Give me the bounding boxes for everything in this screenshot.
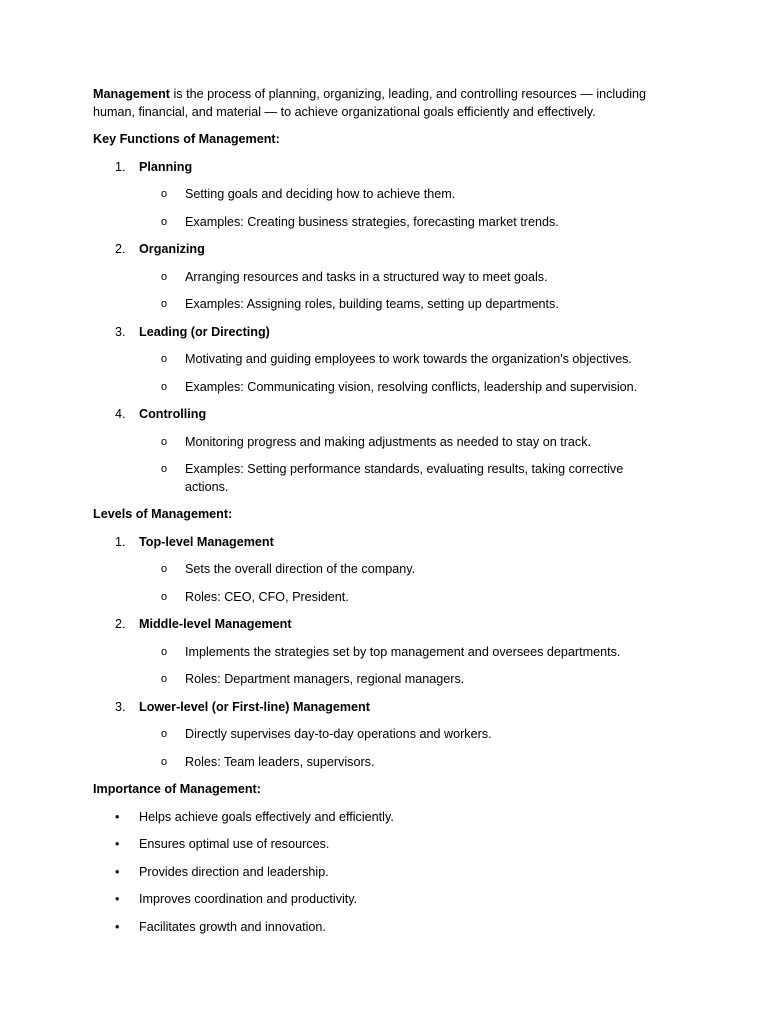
list-item: [93, 406, 673, 496]
sub-list-item: [93, 461, 673, 496]
bullet-marker: •: [115, 837, 120, 851]
sub-list-item: [93, 726, 673, 744]
sub-bullet-marker: o: [161, 563, 168, 575]
bullet-item: [93, 891, 673, 909]
list-item: [93, 241, 673, 314]
sub-list-text: Examples: Setting performance standards, evaluating results, taking corrective actions.: [185, 462, 624, 494]
bullet-marker: •: [115, 864, 120, 879]
list-item-title: Planning: [139, 159, 193, 174]
sub-list: [93, 186, 673, 231]
sub-list-item: [93, 379, 673, 397]
sub-list-item: [93, 561, 673, 579]
sub-bullet-marker: o: [161, 755, 168, 768]
bullet-text: Improves coordination and productivity.: [139, 892, 358, 906]
sub-list-text: Roles: CEO, CFO, President.: [185, 589, 349, 604]
list-number: 1.: [115, 534, 126, 549]
sub-list-text: Examples: Creating business strategies, forecasting market trends.: [185, 214, 559, 229]
bullet-item: [93, 809, 673, 827]
list-item-title: Lower-level (or First-line) Management: [139, 699, 370, 714]
bullet-text: Ensures optimal use of resources.: [139, 837, 330, 851]
sub-bullet-marker: o: [161, 673, 168, 685]
list-item-title: Organizing: [139, 242, 205, 256]
sub-bullet-marker: o: [161, 215, 168, 228]
sub-bullet-marker: o: [161, 435, 168, 448]
sub-list-item: [93, 434, 673, 452]
sub-list-item: [93, 754, 673, 772]
list-number: 4.: [115, 407, 126, 421]
list-item-title: Leading (or Directing): [139, 324, 270, 339]
bullet-marker: •: [115, 919, 120, 934]
bullet-item: [93, 919, 673, 937]
intro-text: is the process of planning, organizing, leading, and controlling resources — including human, financial, and material — to achieve organizational goals efficiently and effectively.: [93, 87, 647, 119]
importance-heading: Importance of Management:: [93, 782, 261, 796]
sub-list: [93, 726, 673, 771]
sub-bullet-marker: o: [161, 380, 168, 393]
sub-list-item: [93, 671, 673, 689]
list-number: 2.: [115, 242, 126, 256]
sub-list-text: Roles: Department managers, regional managers.: [185, 672, 465, 686]
bullet-marker: •: [115, 892, 120, 906]
bullet-text: Provides direction and leadership.: [139, 864, 329, 879]
list-item: [93, 324, 673, 397]
sub-bullet-marker: o: [161, 645, 168, 658]
list-number: 2.: [115, 617, 126, 631]
bullet-text: Facilitates growth and innovation.: [139, 919, 326, 934]
sub-list-item: [93, 214, 673, 232]
sub-bullet-marker: o: [161, 188, 168, 200]
sub-list-text: Sets the overall direction of the company.: [185, 562, 416, 576]
sub-list-text: Examples: Assigning roles, building teams, setting up departments.: [185, 297, 559, 311]
sub-bullet-marker: o: [161, 270, 168, 283]
sub-list-text: Motivating and guiding employees to work towards the organization's objectives.: [185, 352, 632, 366]
list-item: [93, 534, 673, 607]
sub-list: [93, 561, 673, 606]
key-functions-heading: Key Functions of Management:: [93, 132, 280, 146]
sub-list-item: [93, 589, 673, 607]
intro-term: Management: [93, 87, 170, 101]
sub-list-item: [93, 269, 673, 287]
list-item-title: Middle-level Management: [139, 617, 292, 631]
list-item-title: Top-level Management: [139, 534, 274, 549]
sub-list: [93, 351, 673, 396]
sub-list: [93, 269, 673, 314]
sub-bullet-marker: o: [161, 353, 168, 365]
sub-list-text: Directly supervises day-to-day operations and workers.: [185, 727, 492, 741]
sub-list-item: [93, 644, 673, 662]
sub-list-item: [93, 351, 673, 369]
list-item: [93, 699, 673, 772]
document-page: [93, 86, 673, 946]
list-item: [93, 159, 673, 232]
list-item-title: Controlling: [139, 407, 207, 421]
sub-bullet-marker: o: [161, 728, 168, 740]
sub-list-text: Examples: Communicating vision, resolving conflicts, leadership and supervision.: [185, 379, 638, 394]
sub-bullet-marker: o: [161, 463, 168, 475]
sub-list: [93, 644, 673, 689]
levels-heading: Levels of Management:: [93, 507, 233, 521]
sub-bullet-marker: o: [161, 590, 168, 603]
intro-paragraph: [93, 86, 673, 121]
bullet-item: [93, 836, 673, 854]
list-item: [93, 616, 673, 689]
list-number: 1.: [115, 159, 126, 174]
bullet-text: Helps achieve goals effectively and efficiently.: [139, 809, 394, 824]
sub-list: [93, 434, 673, 497]
sub-list-text: Roles: Team leaders, supervisors.: [185, 754, 375, 769]
sub-list-text: Implements the strategies set by top management and oversees departments.: [185, 644, 621, 659]
sub-list-text: Monitoring progress and making adjustments as needed to stay on track.: [185, 434, 592, 449]
sub-list-item: [93, 186, 673, 204]
bullet-item: [93, 864, 673, 882]
sub-list-text: Setting goals and deciding how to achieve them.: [185, 187, 456, 201]
list-number: 3.: [115, 699, 126, 714]
sub-list-text: Arranging resources and tasks in a structured way to meet goals.: [185, 269, 548, 284]
sub-list-item: [93, 296, 673, 314]
sub-bullet-marker: o: [161, 298, 168, 310]
list-number: 3.: [115, 324, 126, 339]
bullet-marker: •: [115, 809, 120, 824]
